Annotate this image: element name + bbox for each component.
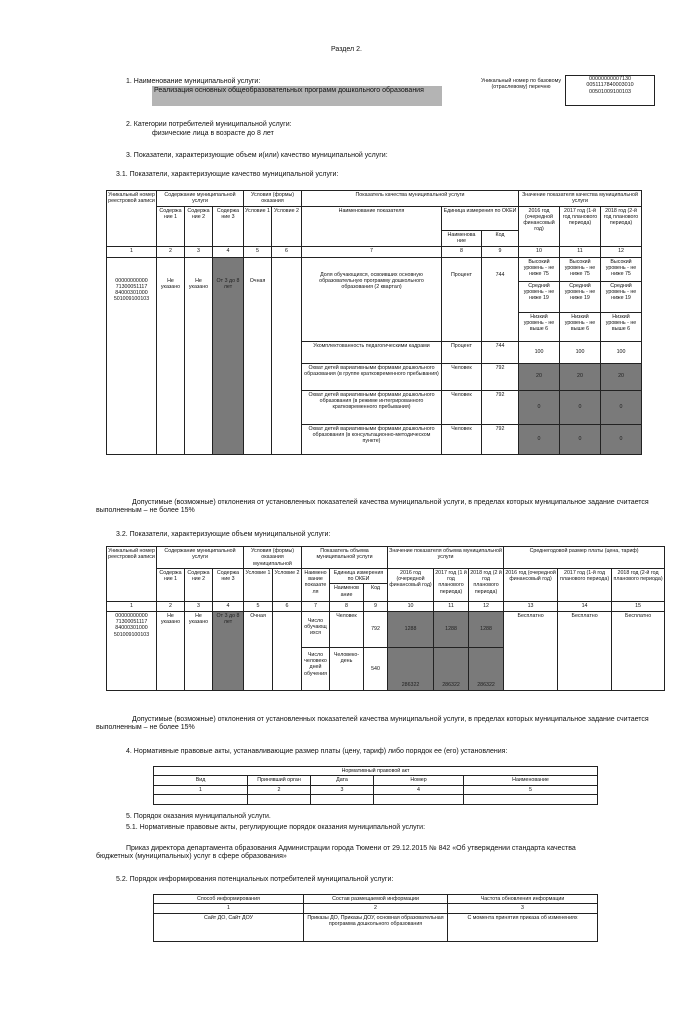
header-indicator-name: Наименование показателя: [302, 206, 442, 246]
level-value: Низкий уровень - не выше 6: [560, 312, 601, 341]
acts-cell: [374, 794, 464, 804]
col-num: 2: [304, 904, 448, 913]
informing-header: Частота обновления информации: [448, 895, 598, 904]
level-value: Низкий уровень - не выше 6: [601, 312, 642, 341]
item-5-heading: 5. Порядок оказания муниципальной услуги.: [126, 813, 271, 820]
fee-value: Бесплатно: [504, 611, 558, 690]
header-unique: Уникальный номер реестровой записи: [107, 191, 157, 247]
fee-value: Бесплатно: [558, 611, 612, 690]
header-condition-2: Условие 2: [273, 568, 302, 602]
item-3-heading: 3. Показатели, характеризующие объем и(или) качество муниципальной услуги:: [126, 152, 388, 159]
header-unit: Единица измерения по ОКЕИ: [330, 568, 388, 584]
header-year-3: 2018 год (2-й год планового периода): [601, 206, 642, 246]
col-num: 8: [442, 246, 482, 257]
level-value: Высокий уровень - не ниже 75: [560, 257, 601, 281]
section-title: Раздел 2.: [331, 46, 362, 53]
col-num: 13: [504, 602, 558, 611]
registry-number: 00000000000 71300051117 84000301000 501009100103: [107, 611, 157, 690]
col-num: 12: [601, 246, 642, 257]
registry-number: 00000000000 71300051117 84000301000 501009100103: [107, 257, 157, 454]
volume-indicator-unit: Человеко-день: [330, 647, 364, 690]
header-year-1: 2016 год (очередной финансовый год): [388, 568, 434, 602]
col-num: 11: [560, 246, 601, 257]
acts-cell: [464, 794, 598, 804]
col-num: 10: [388, 602, 434, 611]
service-name-value: Реализация основных общеобразовательных программ дошкольного образования: [152, 86, 442, 106]
volume-value: 286322: [434, 647, 469, 690]
col-num: 14: [558, 602, 612, 611]
indicator-code: 792: [482, 363, 519, 390]
informing-method: Сайт ДО, Сайт ДОУ: [154, 913, 304, 941]
header-unit-code: Код: [364, 584, 388, 602]
header-unit-name: Наименова ние: [442, 230, 482, 246]
col-num: 3: [185, 602, 213, 611]
informing-content: Приказы ДО, Приказы ДОУ, основная образовательная программа дошкольного образования: [304, 913, 448, 941]
header-year-3: 2018 год (2 й год планового периода): [469, 568, 504, 602]
header-year-2: 2017 год (1 й год планового периода): [434, 568, 469, 602]
col-num: 1: [107, 602, 157, 611]
indicator-code: 792: [482, 424, 519, 454]
volume-indicator-code: 540: [364, 647, 388, 690]
indicator-unit: Человек: [442, 424, 482, 454]
indicator-code: 792: [482, 390, 519, 424]
deviation-note-1: Допустимые (возможные) отклонения от установленных показателей качества муниципальной услуги, в пределах которых муниципальное задание считается выполненным – не более 15%: [96, 499, 649, 514]
header-content-2: Содержа ние 2: [185, 206, 213, 246]
unique-number-box: [565, 75, 655, 106]
header-content-3: Содержа ние 3: [213, 206, 244, 246]
content-1-value: Не указано: [157, 611, 185, 690]
header-unit: Единица измерения по ОКЕИ: [442, 206, 519, 230]
content-1-value: Не указано: [157, 257, 185, 454]
col-num: 9: [364, 602, 388, 611]
header-content: Содержание муниципальной услуги: [157, 547, 244, 569]
unique-number-line-2: 0051117840003010: [586, 82, 634, 89]
item-4-heading: 4. Нормативные правовые акты, устанавливающие размер платы (цену, тариф) либо порядок ее (его) установления:: [126, 748, 508, 755]
col-num: 7: [302, 602, 330, 611]
header-value: Значение показателя объема муниципальной услуги: [388, 547, 504, 569]
header-condition-2: Условие 2: [272, 206, 302, 246]
indicator-value: 20: [601, 363, 642, 390]
indicator-unit: Человек: [442, 390, 482, 424]
content-2-value: Не указано: [185, 257, 213, 454]
header-indicator: Показатель объема муниципальной услуги: [302, 547, 388, 569]
col-num: 3: [448, 904, 598, 913]
service-name-label: 1. Наименование муниципальной услуги:: [126, 78, 261, 85]
informing-header: Способ информирования: [154, 895, 304, 904]
acts-header: Наименование: [464, 776, 598, 785]
item-3-2-heading: 3.2. Показатели, характеризующие объем муниципальной услуги:: [116, 531, 331, 538]
volume-indicator-name: Число обучающ ихся: [302, 611, 330, 647]
header-year-1: 2016 год (очередной финансовый год): [519, 206, 560, 246]
col-num: 5: [464, 785, 598, 794]
header-conditions: Условия (формы) оказания муниципальной: [244, 547, 302, 569]
col-num: 15: [612, 602, 665, 611]
col-num: 6: [272, 246, 302, 257]
level-value: Высокий уровень - не ниже 75: [519, 257, 560, 281]
col-num: 4: [374, 785, 464, 794]
consumer-category-label: 2. Категории потребителей муниципальной услуги:: [126, 121, 292, 128]
header-indicator-name: Наимено вание показате ля: [302, 568, 330, 602]
col-num: 10: [519, 246, 560, 257]
informing-frequency: С момента принятия приказа об изменениях: [448, 913, 598, 941]
item-5-1-heading: 5.1. Нормативные правовые акты, регулирующие порядок оказания муниципальной услуги:: [126, 824, 426, 831]
condition-1-value: Очная: [244, 611, 273, 690]
indicator-value: 0: [560, 390, 601, 424]
volume-indicator-name: Число человеко дней обучения: [302, 647, 330, 690]
volume-indicator-unit: Человек: [330, 611, 364, 647]
col-num: 2: [248, 785, 311, 794]
indicator-name: Укомплектованность педагогическими кадрами: [302, 341, 442, 363]
header-content: Содержание муниципальной услуги: [157, 191, 244, 207]
header-condition-1: Условие 1: [244, 206, 272, 246]
content-3-value: От 3 до 8 лет: [213, 257, 244, 454]
col-num: 1: [107, 246, 157, 257]
header-fee-year-1: 2016 год (очередной финансовый год): [504, 568, 558, 602]
header-content-3: Содержа ние 3: [213, 568, 244, 602]
level-value: Высокий уровень - не ниже 75: [601, 257, 642, 281]
header-year-2: 2017 год (1-й год планового периода): [560, 206, 601, 246]
deviation-note-2: Допустимые (возможные) отклонения от установленных показателей качества муниципальной услуги, в пределах которых муниципальное задание считается выполненным – не более 15%: [96, 716, 649, 731]
col-num: 1: [154, 904, 304, 913]
level-value: Средний уровень - не ниже 19: [601, 281, 642, 312]
indicator-value: 100: [601, 341, 642, 363]
header-unique: Уникальный номер реестровой записи: [107, 547, 157, 602]
unique-number-label: Уникальный номер по базовому (отраслевому) перечню: [480, 78, 562, 91]
volume-indicator-code: 792: [364, 611, 388, 647]
col-num: 8: [330, 602, 364, 611]
col-num: 9: [482, 246, 519, 257]
consumer-category-value: физические лица в возрасте до 8 лет: [152, 130, 274, 137]
indicator-value: 100: [519, 341, 560, 363]
fee-acts-table: [153, 766, 598, 805]
indicator-unit: Процент: [442, 341, 482, 363]
indicator-value: 20: [560, 363, 601, 390]
header-indicator: Показатель качества муниципальной услуги: [302, 191, 519, 207]
volume-indicators-table: [106, 546, 665, 691]
header-fee-year-3: 2018 год (2-й год планового периода): [612, 568, 665, 602]
volume-value: 1288: [434, 611, 469, 647]
acts-cell: [154, 794, 248, 804]
col-num: 2: [157, 602, 185, 611]
indicator-name: Доля обучающихся, освоивших основную образовательную программу дошкольного образования (2 квартал): [302, 257, 442, 341]
indicator-name: Охват детей вариативными формами дошкольного образования (в группе кратковременного пребывания): [302, 363, 442, 390]
indicator-value: 0: [601, 424, 642, 454]
col-num: 6: [273, 602, 302, 611]
item-5-2-heading: 5.2. Порядок информирования потенциальных потребителей муниципальной услуги:: [116, 876, 394, 883]
order-text: Приказ директора департамента образования Администрации города Тюмени от 29.12.2015 № 842 «Об утверждении стандарта качества бюджетных (муниципальных) услуг в сфере образования»: [96, 845, 576, 860]
indicator-code: 744: [482, 257, 519, 341]
unique-number-line-1: 00000000007130: [589, 76, 631, 82]
indicator-value: 0: [519, 424, 560, 454]
level-value: Средний уровень - не ниже 19: [519, 281, 560, 312]
volume-value: 1288: [469, 611, 504, 647]
header-value: Значение показателя качества муниципальной услуги: [519, 191, 642, 207]
acts-cell: [248, 794, 311, 804]
acts-caption: Нормативный правовой акт: [154, 767, 598, 776]
col-num: 2: [157, 246, 185, 257]
acts-header: Принявший орган: [248, 776, 311, 785]
indicator-value: 100: [560, 341, 601, 363]
header-unit-code: Код: [482, 230, 519, 246]
col-num: 4: [213, 246, 244, 257]
header-condition-1: Условие 1: [244, 568, 273, 602]
col-num: 12: [469, 602, 504, 611]
level-value: Низкий уровень - не выше 6: [519, 312, 560, 341]
col-num: 1: [154, 785, 248, 794]
indicator-value: 0: [519, 390, 560, 424]
header-content-2: Содержа ние 2: [185, 568, 213, 602]
col-num: 7: [302, 246, 442, 257]
col-num: 5: [244, 602, 273, 611]
indicator-value: 20: [519, 363, 560, 390]
header-fee: Среднегодовой размер платы (цена, тариф): [504, 547, 665, 569]
volume-value: 1288: [388, 611, 434, 647]
content-3-value: От 3 до 8 лет: [213, 611, 244, 690]
unique-number-line-3: 00501009100103: [589, 88, 631, 95]
volume-value: 286322: [388, 647, 434, 690]
indicator-value: 0: [560, 424, 601, 454]
condition-1-value: Очная: [244, 257, 272, 454]
col-num: 5: [244, 246, 272, 257]
informing-header: Состав размещаемой информации: [304, 895, 448, 904]
item-3-1-heading: 3.1. Показатели, характеризующие качество муниципальной услуги:: [116, 171, 339, 178]
indicator-code: 744: [482, 341, 519, 363]
quality-indicators-table: [106, 190, 642, 455]
volume-value: 286322: [469, 647, 504, 690]
acts-cell: [311, 794, 374, 804]
header-content-1: Содержа ние 1: [157, 568, 185, 602]
col-num: 3: [311, 785, 374, 794]
indicator-name: Охват детей вариативными формами дошкольного образования (в консультационно-методическом пункте): [302, 424, 442, 454]
col-num: 11: [434, 602, 469, 611]
condition-2-value: [272, 257, 302, 454]
acts-header: Номер: [374, 776, 464, 785]
header-content-1: Содержа ние 1: [157, 206, 185, 246]
acts-header: Дата: [311, 776, 374, 785]
indicator-name: Охват детей вариативными формами дошкольного образования (в режиме интегрированного кратковременного пребывания): [302, 390, 442, 424]
indicator-unit: Человек: [442, 363, 482, 390]
content-2-value: Не указано: [185, 611, 213, 690]
informing-table: [153, 894, 598, 942]
col-num: 4: [213, 602, 244, 611]
header-unit-name: Наименов ание: [330, 584, 364, 602]
header-fee-year-2: 2017 год (1-й год планового периода): [558, 568, 612, 602]
acts-header: Вид: [154, 776, 248, 785]
indicator-unit: Процент: [442, 257, 482, 341]
level-value: Средний уровень - не ниже 19: [560, 281, 601, 312]
header-conditions: Условия (формы) оказания: [244, 191, 302, 207]
col-num: 3: [185, 246, 213, 257]
indicator-value: 0: [601, 390, 642, 424]
condition-2-value: [273, 611, 302, 690]
fee-value: Бесплатно: [612, 611, 665, 690]
